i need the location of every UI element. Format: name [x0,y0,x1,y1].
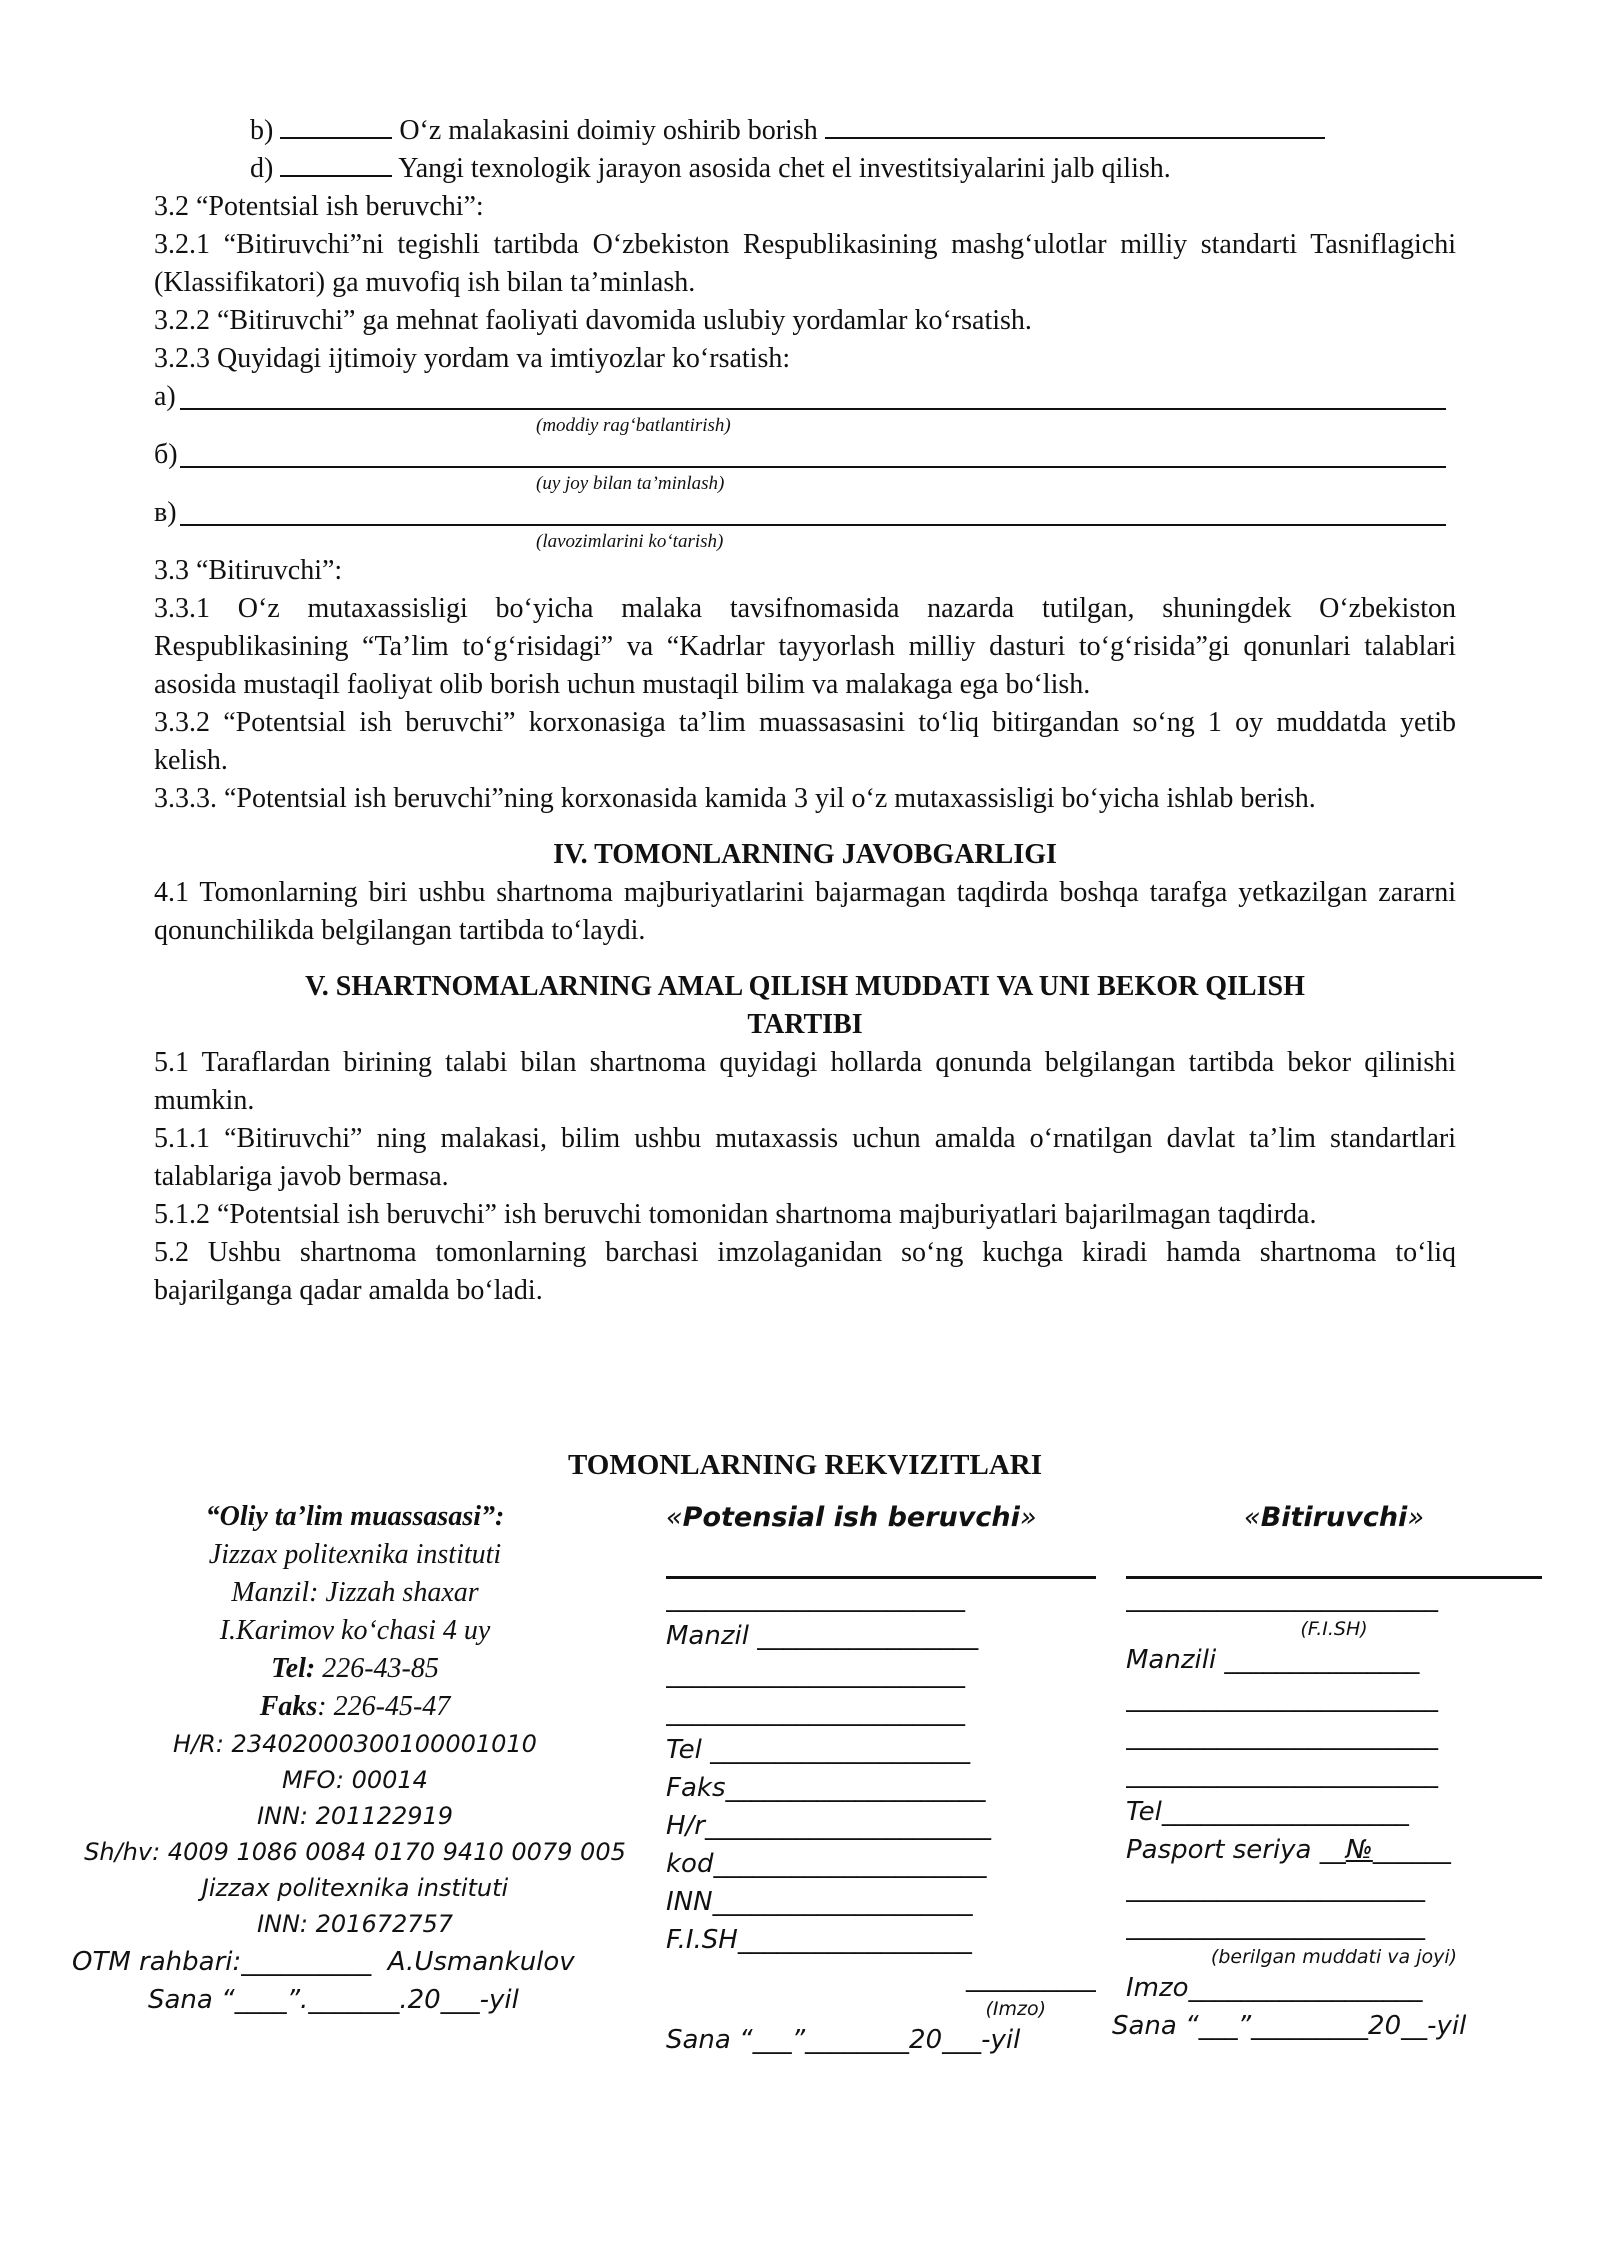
item-b-prefix: b) [250,115,281,146]
institution-date-line: Sana “____”._______.20___-yil [148,1985,519,2015]
institution-fax [60,1688,650,1726]
item-d-text: Yangi texnologik jarayon asosida chet el investitsiyalarini jalb qilish. [392,153,1171,184]
item-d-prefix: d) [250,153,281,184]
tel-value: 226-43-85 [315,1653,439,1684]
requisites-title: TOMONLARNING REKVIZITLARI [567,1449,1042,1481]
item-d-blank [280,151,392,177]
institution-head: “Oliy ta’lim muassasasi”: [205,1501,505,1532]
blank-line-b [154,436,1456,474]
graduate-sign-line: Imzo__________________ [1126,1973,1423,2003]
employer-head-text: Potensial ish beruvchi [682,1502,1020,1533]
clause-3-3-1: 3.3.1 O‘z mutaxassisligi bo‘yicha malaka tavsifnomasida nazarda tutilgan, shuningdek O‘zbekiston Respublikasining “Ta’lim to‘g‘risidagi” va “Kadrlar tayyorlash milliy dasturi to‘g‘risida”gi qonunlari talablari asosida mustaqil faoliyat olib borish uchun mustaqil bilim va malakaga ega bo‘lish. [154,593,1456,700]
clause-3-3-3: 3.3.3. “Potentsial ish beruvchi”ning korxonasida kamida 3 yil o‘z mutaxassisligi bo‘yicha ishlab berish. [154,783,1316,814]
clause-5-1: 5.1 Taraflardan birining talabi bilan shartnoma quyidagi hollarda qonunda belgilangan tartibda bekor qilinishi mumkin. [154,1047,1456,1116]
institution-org-name: Jizzax politexnika instituti [201,1874,509,1902]
institution-inn-1: INN: 201122919 [256,1802,454,1830]
section-3-3-title: 3.3 “Bitiruvchi”: [154,555,343,586]
blank-line-a [154,378,1456,416]
item-b-line [825,113,1325,139]
employer-sign-line: __________ [966,1963,1096,1993]
section-5-heading-line1: V. SHARTNOMALARNING AMAL QILISH MUDDATI VA UNI BEKOR QILISH [305,971,1305,1002]
fax-value: : 226-45-47 [317,1691,451,1722]
employer-address-row: Manzil _________________ [666,1621,979,1651]
employer-tel-row: Tel ____________________ [666,1735,971,1765]
blank-hint-a: (moddiy rag‘batlantirish) [536,415,731,436]
graduate-row: _______________________ [1126,1873,1425,1903]
clause-5-1-2: 5.1.2 “Potentsial ish beruvchi” ish beruvchi tomonidan shartnoma majburiyatlari bajarilmagan taqdirda. [154,1199,1317,1230]
employer-date-line: Sana “___”________20___-yil [666,2025,1021,2055]
passport-tail: ______ [1372,1835,1451,1865]
employer-sign-hint: (Imzo) [985,1998,1046,2020]
quote-open: « [666,1502,683,1533]
institution-account: Sh/hv: 4009 1086 0084 0170 9410 0079 005 [84,1838,626,1866]
contract-body [154,112,1456,1310]
graduate-row: ________________________ [1126,1683,1438,1713]
graduate-fish-row: ________________________ [1126,1583,1438,1613]
graduate-row: ________________________ [1126,1721,1438,1751]
clause-3-3-2: 3.3.2 “Potentsial ish beruvchi” korxonasiga ta’lim muassasasini to‘liq bitirgandan so‘ng 1 oy muddatda yetib kelish. [154,707,1456,776]
graduate-row: ________________________ [1126,1759,1438,1789]
blank-underline [180,408,1446,410]
institution-requisites [60,1498,650,2018]
fax-label: Faks [259,1691,318,1722]
quote-open: « [1244,1502,1261,1533]
hint-row-a [154,416,1456,436]
institution-tel [60,1650,650,1688]
graduate-head [1126,1498,1542,1538]
employer-hr-row: H/r______________________ [666,1811,991,1841]
graduate-head-text: Bitiruvchi [1260,1502,1408,1533]
clause-3-2-2: 3.2.2 “Bitiruvchi” ga mehnat faoliyati davomida uslubiy yordamlar ko‘rsatish. [154,305,1032,336]
section-3-2-title: 3.2 “Potentsial ish beruvchi”: [154,191,484,222]
employer-fax-row: Faks____________________ [666,1773,986,1803]
employer-requisites [666,1498,1096,2059]
section-5-heading-line2: TARTIBI [747,1009,863,1040]
graduate-address-row: Manzili _______________ [1126,1645,1420,1675]
clause-3-2-1: 3.2.1 “Bitiruvchi”ni tegishli tartibda O‘zbekiston Respublikasining mashg‘ulotlar milliy standarti Tasniflagichi (Klassifikatori) ga muvofiq ish bilan ta’minlash. [154,229,1456,298]
institution-mfo: MFO: 00014 [282,1766,428,1794]
employer-row: _______________________ [666,1583,965,1613]
passport-label: Pasport seriya __ [1126,1835,1346,1865]
blank-underline [180,524,1446,526]
section-4-heading: IV. TOMONLARNING JAVOBGARLIGI [553,839,1057,870]
quote-close: » [1407,1502,1424,1533]
employer-row: _______________________ [666,1697,965,1727]
institution-hr: H/R: 23402000300100001010 [173,1730,537,1758]
clause-5-2: 5.2 Ushbu shartnoma tomonlarning barchasi imzolaganidan so‘ng kuchga kiradi hamda shartnoma to‘liq bajarilganga qadar amalda bo‘ladi. [154,1237,1456,1306]
hint-row-b [154,474,1456,494]
graduate-passport-row [1126,1831,1542,1869]
blank-label-a: a) [154,381,176,412]
blank-line-v [154,494,1456,532]
tel-label: Tel: [271,1653,316,1684]
blank-hint-v: (lavozimlarini ko‘tarish) [536,531,724,552]
institution-name: Jizzax politexnika instituti [208,1539,502,1570]
graduate-requisites [1112,1498,1542,2045]
graduate-date-line: Sana “___”_________20__-yil [1112,2011,1467,2041]
graduate-tel-row: Tel___________________ [1126,1797,1409,1827]
blank-label-b: б) [154,439,178,470]
hint-row-v [154,532,1456,552]
passport-number-sign: № [1345,1835,1373,1865]
employer-head [666,1498,1096,1538]
item-b [154,112,1456,150]
employer-kod-row: kod_____________________ [666,1849,987,1879]
institution-inn-2: INN: 201672757 [256,1910,454,1938]
rector-signature-line: OTM rahbari:__________ A.Usmankulov [72,1947,575,1977]
blank-label-v: в) [154,497,177,528]
institution-address-1: Manzil: Jizzah shaxar [231,1577,479,1608]
clause-4-1: 4.1 Tomonlarning biri ushbu shartnoma majburiyatlarini bajarmagan taqdirda boshqa tarafga yetkazilgan zararni qonunchilikda belgilangan tartibda to‘laydi. [154,877,1456,946]
item-d [154,150,1456,188]
institution-address-2: I.Karimov ko‘chasi 4 uy [219,1615,491,1646]
blank-hint-b: (uy joy bilan ta’minlash) [536,473,725,494]
employer-row: _______________________ [666,1659,965,1689]
quote-close: » [1019,1502,1037,1533]
blank-underline [180,466,1446,468]
employer-fish-row: F.I.SH__________________ [666,1925,972,1955]
item-b-blank [280,113,392,139]
graduate-fish-hint: (F.I.SH) [1300,1618,1368,1640]
graduate-row: _______________________ [1126,1911,1425,1941]
item-b-text: O‘z malakasini doimiy oshirib borish [392,115,825,146]
employer-inn-row: INN____________________ [666,1887,973,1917]
clause-3-2-3: 3.2.3 Quyidagi ijtimoiy yordam va imtiyozlar ko‘rsatish: [154,343,791,374]
graduate-passport-hint: (berilgan muddati va joyi) [1210,1946,1458,1968]
clause-5-1-1: 5.1.1 “Bitiruvchi” ning malakasi, bilim ushbu mutaxassis uchun amalda o‘rnatilgan davlat ta’lim standartlari talablariga javob bermasa. [154,1123,1456,1192]
